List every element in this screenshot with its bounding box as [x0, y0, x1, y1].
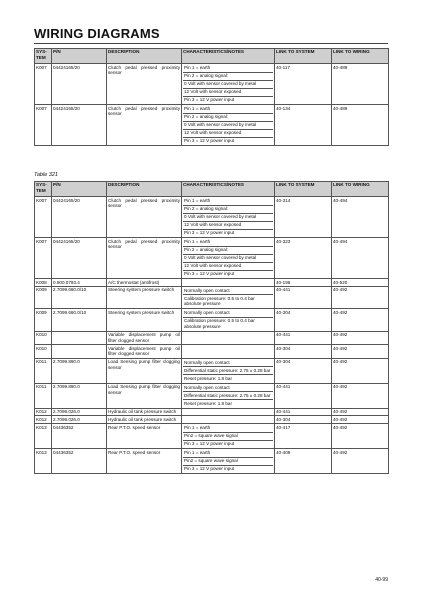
cell-link-to-wiring: 40-492	[332, 286, 389, 308]
cell-characteristics	[182, 416, 275, 424]
cell-part-number: 2.7099.890.0	[52, 383, 107, 408]
column-header: P/N	[52, 182, 107, 197]
table-row	[35, 279, 389, 287]
cell-link-to-system: 40-417	[275, 424, 332, 449]
cell-link-to-system: 40-409	[275, 449, 332, 474]
cell-system: K010	[35, 345, 52, 358]
cell-description: Variable displacement pump oil filter clogged sensor	[108, 332, 180, 343]
cell-link-to-wiring: 40-489	[332, 105, 389, 146]
characteristic-line: Pin 3 = 12 V power input	[184, 138, 235, 143]
cell-link-to-system: 40-134	[275, 105, 332, 146]
table-row	[35, 345, 389, 358]
cell-system: K012	[35, 416, 52, 424]
characteristic-line: Pin 1 = earth	[183, 198, 273, 206]
column-header: LINK TO WIRING	[332, 182, 389, 197]
cell-part-number: 2.7099.890.0	[52, 358, 107, 383]
column-header: P/N	[52, 49, 107, 64]
table-caption: Table 321	[34, 172, 58, 178]
cell-link-to-system: 40-117	[275, 64, 332, 105]
cell-part-number: 2.7099.660.0/10	[52, 309, 107, 331]
characteristic-line: Normally open contact	[183, 384, 273, 392]
cell-part-number: 2.7099.026.0	[52, 416, 107, 424]
cell-link-to-system: 40-304	[275, 358, 332, 383]
cell-characteristics	[182, 286, 275, 308]
table-row	[35, 358, 389, 383]
cell-link-to-wiring: 40-492	[332, 408, 389, 416]
cell-characteristics	[182, 383, 275, 408]
table-row	[35, 238, 389, 279]
cell-description: Steering system pressure switch	[107, 286, 182, 308]
cell-link-to-wiring: 40-492	[332, 416, 389, 424]
cell-part-number	[52, 331, 107, 344]
column-header: DESCRIPTION	[107, 49, 182, 64]
cell-characteristics	[182, 279, 275, 287]
column-header: SYS-TEM	[35, 49, 52, 64]
cell-system: K009	[35, 309, 52, 331]
cell-part-number: 04436352	[52, 449, 107, 474]
table-row	[35, 197, 389, 238]
column-header: LINK TO SYSTEM	[275, 182, 332, 197]
cell-description: A/C thermostat (antifrost)	[107, 279, 182, 287]
cell-link-to-wiring: 40-520	[332, 279, 389, 287]
cell-description: Hydraulic oil tank pressure switch	[107, 416, 182, 424]
cell-link-to-system: 40-323	[275, 238, 332, 279]
cell-link-to-system: 40-441	[275, 383, 332, 408]
characteristic-line: Pin 3 = 12 V power input	[184, 271, 235, 276]
cell-part-number: 2.7099.660.0/10	[52, 286, 107, 308]
cell-system: K010	[35, 331, 52, 344]
table-row	[35, 449, 389, 474]
cell-description: Hydraulic oil tank pressure switch	[107, 408, 182, 416]
cell-system: K011	[35, 383, 52, 408]
characteristic-line: 0 Volt with sensor covered by metal	[183, 81, 273, 89]
column-header: SYS-TEM	[35, 182, 52, 197]
cell-description: Rear P.T.O. speed sensor	[107, 449, 182, 474]
cell-system: K007	[35, 238, 52, 279]
cell-link-to-system: 40-314	[275, 197, 332, 238]
page-title: WIRING DIAGRAMS	[34, 26, 160, 41]
cell-part-number: 04436352	[52, 424, 107, 449]
wiring-table-2	[34, 181, 389, 474]
table-header-row	[35, 182, 389, 197]
cell-part-number: 2.7099.026.0	[52, 408, 107, 416]
cell-link-to-wiring: 40-489	[332, 64, 389, 105]
cell-link-to-wiring: 40-494	[332, 197, 389, 238]
characteristic-line: Calibration pressure: 0.5 to 0.4 bar absolute pressure	[184, 295, 255, 307]
cell-description: Clutch pedal pressed proximity sensor	[107, 105, 182, 146]
cell-link-to-wiring: 40-492	[332, 358, 389, 383]
table-row	[35, 64, 389, 105]
characteristic-line: Pin 2 = analog signal:	[183, 73, 273, 81]
cell-characteristics	[182, 238, 275, 279]
cell-link-to-system: 40-441	[275, 408, 332, 416]
cell-characteristics	[182, 331, 275, 344]
cell-system: K009	[35, 286, 52, 308]
page-number: 40-99	[375, 577, 388, 583]
cell-link-to-system: 40-441	[275, 286, 332, 308]
cell-system: K007	[35, 197, 52, 238]
characteristic-line: Differential static pressure: 2.75 ± 0.28 bar	[183, 392, 273, 400]
cell-system: K007	[35, 105, 52, 146]
characteristic-line: Normally open contact	[183, 359, 273, 367]
cell-link-to-system: 40-304	[275, 345, 332, 358]
cell-system: K011	[35, 358, 52, 383]
cell-characteristics	[182, 197, 275, 238]
cell-description: Steering system pressure switch	[107, 309, 182, 331]
cell-description: Clutch pedal pressed proximity sensor	[107, 238, 182, 279]
characteristic-line: Pin 1 = earth	[183, 239, 273, 247]
characteristic-line: 0 Volt with sensor covered by metal	[183, 214, 273, 222]
cell-characteristics	[182, 449, 275, 474]
cell-system: K007	[35, 64, 52, 105]
characteristic-line: Reset pressure: 1.8 bar	[184, 375, 233, 381]
cell-part-number: 04424165/20	[52, 105, 107, 146]
table-row	[35, 424, 389, 449]
cell-link-to-system: 40-441	[275, 331, 332, 344]
cell-link-to-wiring: 40-492	[332, 424, 389, 449]
column-header: LINK TO SYSTEM	[275, 49, 332, 64]
characteristic-line: Pin 1 = earth	[183, 65, 273, 73]
cell-link-to-wiring: 40-492	[332, 345, 389, 358]
characteristic-line: Pin 3 = 12 V power input	[184, 441, 235, 447]
cell-system: K012	[35, 408, 52, 416]
cell-system: K008	[35, 279, 52, 287]
characteristic-line: Calibration pressure: 0.5 to 0.4 bar absolute pressure	[184, 318, 255, 329]
table-row	[35, 416, 389, 424]
wiring-table-1	[34, 48, 389, 146]
cell-description: Load Sensing pump filter clogging sensor	[107, 358, 182, 383]
cell-characteristics	[182, 309, 275, 331]
cell-link-to-system: 40-304	[275, 416, 332, 424]
column-header: CHARACTERISTICS/NOTES	[182, 182, 275, 197]
characteristic-line: Reset pressure: 1.8 bar	[184, 400, 233, 406]
characteristic-line: Normally open contact	[183, 287, 273, 295]
characteristic-line: Pin2 = square wave signal	[183, 458, 273, 466]
characteristic-line: Pin2 = square wave signal	[183, 433, 273, 441]
table-row	[35, 105, 389, 146]
cell-system: K013	[35, 449, 52, 474]
cell-characteristics	[182, 358, 275, 383]
characteristic-line: Pin 3 = 12 V power input	[184, 97, 235, 102]
characteristic-line: 12 Volt with sensor exposed	[183, 222, 273, 230]
cell-description: Clutch pedal pressed proximity sensor	[107, 197, 182, 238]
table-header-row	[35, 49, 389, 64]
column-header: LINK TO WIRING	[332, 49, 389, 64]
characteristic-line: Pin 1 = earth	[183, 425, 273, 433]
column-header: DESCRIPTION	[107, 182, 182, 197]
characteristic-line: Pin 2 = analog signal:	[183, 206, 273, 214]
characteristic-line: Pin 1 = earth	[183, 106, 273, 114]
cell-link-to-wiring: 40-492	[332, 309, 389, 331]
cell-characteristics	[182, 345, 275, 358]
cell-link-to-system: 40-196	[275, 279, 332, 287]
cell-description: Load Sensing pump filter clogging sensor	[107, 383, 182, 408]
cell-part-number: 04424165/20	[52, 197, 107, 238]
column-header: CHARACTERISTICS/NOTES	[182, 49, 275, 64]
cell-link-to-wiring: 40-492	[332, 331, 389, 344]
title-divider	[34, 43, 388, 44]
characteristic-line: Differential static pressure: 2.75 ± 0.28 bar	[183, 367, 273, 375]
table-row	[35, 408, 389, 416]
cell-characteristics	[182, 424, 275, 449]
cell-description: Clutch pedal pressed proximity sensor	[107, 64, 182, 105]
cell-characteristics	[182, 408, 275, 416]
cell-characteristics	[182, 64, 275, 105]
characteristic-line: 0 Volt with sensor covered by metal	[183, 122, 273, 130]
cell-link-to-system: 40-304	[275, 309, 332, 331]
cell-system: K013	[35, 424, 52, 449]
characteristic-line: 12 Volt with sensor exposed	[183, 89, 273, 97]
characteristic-line: Pin 2 = analog signal:	[183, 114, 273, 122]
table-row	[35, 286, 389, 308]
characteristic-line: Pin 2 = analog signal:	[183, 247, 273, 255]
cell-description: Variable displacement pump oil filter clogged sensor	[108, 345, 180, 357]
characteristic-line: 12 Volt with sensor exposed	[183, 130, 273, 138]
cell-characteristics	[182, 105, 275, 146]
table-row	[35, 309, 389, 331]
cell-part-number: 0.900.0793.4	[52, 279, 107, 287]
characteristic-line: 0 Volt with sensor covered by metal	[183, 255, 273, 263]
characteristic-line: Pin 1 = earth	[183, 450, 273, 458]
cell-description: Rear P.T.O. speed sensor	[107, 424, 182, 449]
table-row	[35, 331, 389, 344]
cell-link-to-wiring: 40-494	[332, 238, 389, 279]
characteristic-line: Normally open contact	[183, 310, 273, 318]
cell-part-number: 04424165/20	[52, 238, 107, 279]
characteristic-line: Pin 3 = 12 V power input	[184, 230, 235, 235]
cell-link-to-wiring: 40-492	[332, 383, 389, 408]
cell-part-number: 04424165/20	[52, 64, 107, 105]
table-row	[35, 383, 389, 408]
characteristic-line: Pin 3 = 12 V power input	[184, 466, 235, 472]
characteristic-line: 12 Volt with sensor exposed	[183, 263, 273, 271]
cell-link-to-wiring: 40-492	[332, 449, 389, 474]
cell-part-number	[52, 345, 107, 358]
